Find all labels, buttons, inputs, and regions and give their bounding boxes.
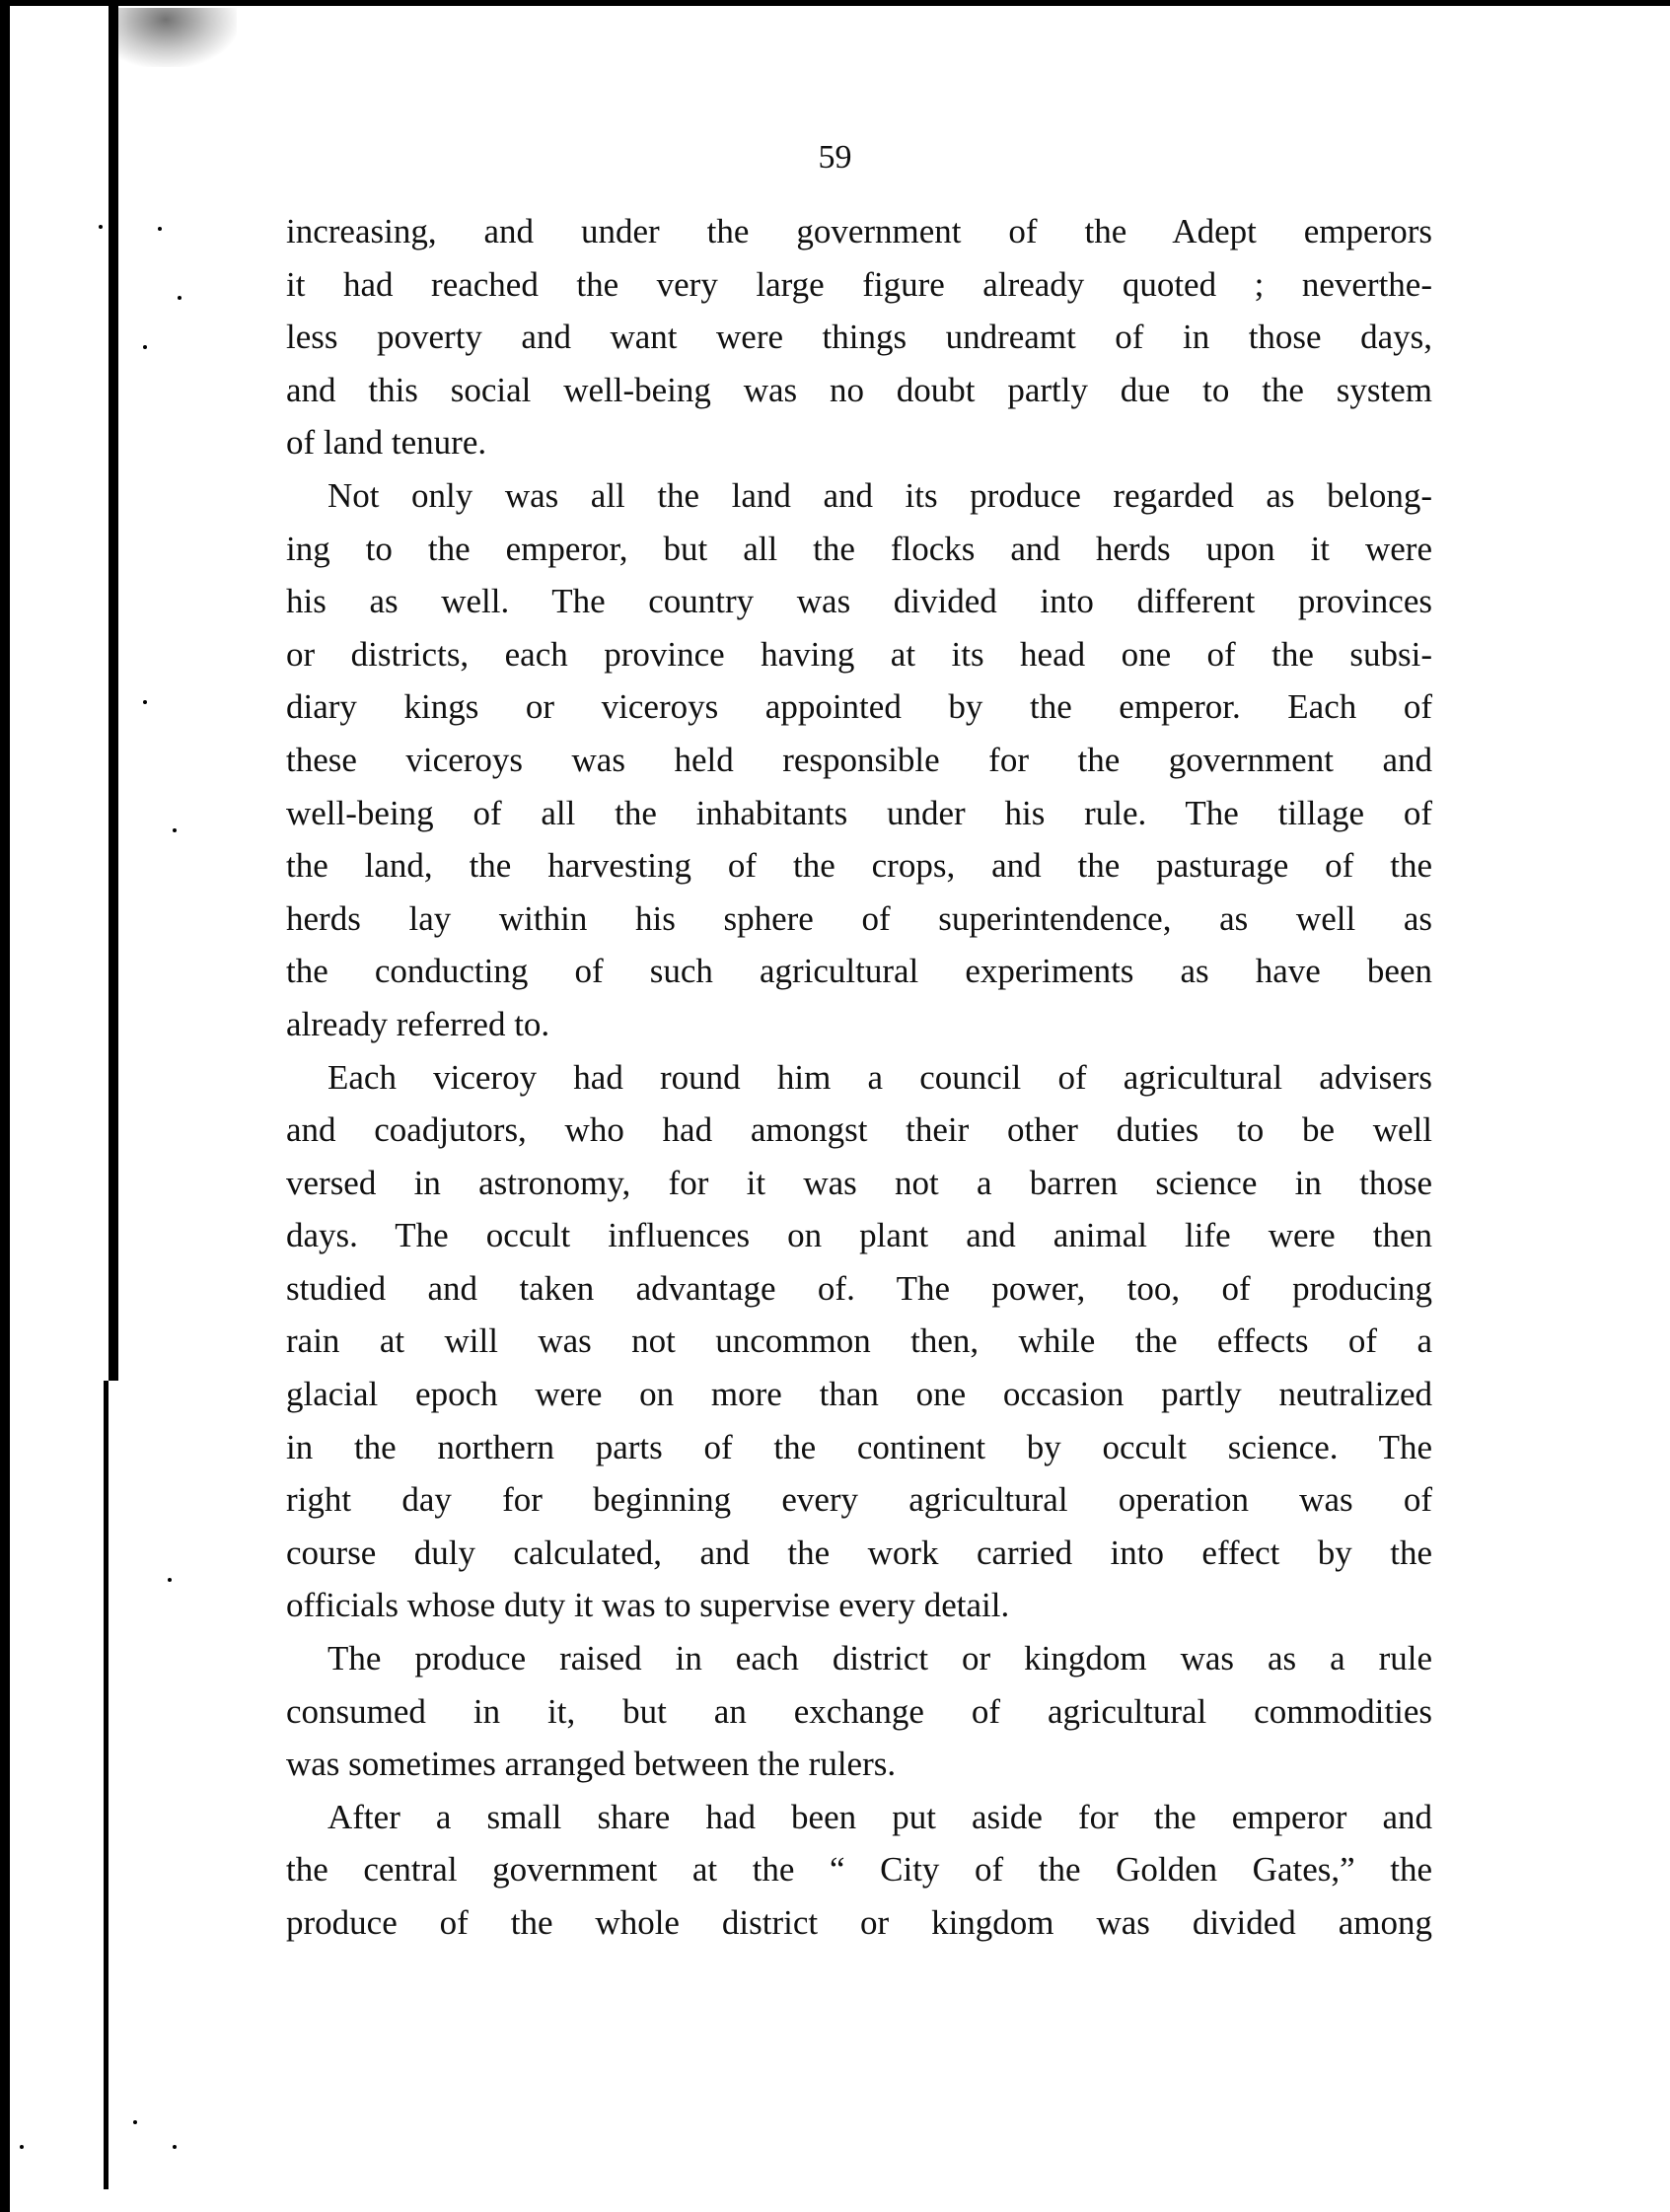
text-line: it had reached the very large figure already quoted ; neverthe- bbox=[286, 264, 1432, 304]
text-line: the central government at the “ City of the Golden Gates,” the bbox=[286, 1850, 1432, 1890]
text-line: course duly calculated, and the work carried into effect by the bbox=[286, 1533, 1432, 1572]
text-line: the land, the harvesting of the crops, and the pasturage of the bbox=[286, 846, 1432, 886]
text-line: less poverty and want were things undreamt of in those days, bbox=[286, 318, 1432, 357]
paragraph bbox=[286, 469, 1432, 1051]
text-line: well-being of all the inhabitants under his rule. The tillage of bbox=[286, 793, 1432, 832]
text-line: officials whose duty it was to supervise every detail. bbox=[286, 1586, 1010, 1625]
paragraph bbox=[286, 1051, 1432, 1633]
text-line: or districts, each province having at its head one of the subsi- bbox=[286, 634, 1432, 674]
scan-speck bbox=[158, 227, 162, 231]
book-binding-shadow bbox=[109, 0, 118, 1381]
text-line: increasing, and under the government of the Adept emperors bbox=[286, 212, 1432, 250]
scan-speck bbox=[20, 2145, 24, 2149]
book-binding-shadow-lower bbox=[104, 1381, 109, 2189]
scan-speck bbox=[143, 345, 147, 349]
text-line: already referred to. bbox=[286, 1004, 550, 1043]
text-line: of land tenure. bbox=[286, 423, 487, 463]
scan-speck bbox=[173, 2145, 177, 2149]
scan-speck bbox=[143, 700, 147, 704]
paragraph bbox=[286, 205, 1432, 469]
paragraph bbox=[286, 1632, 1432, 1791]
text-line: studied and taken advantage of. The power, too, of producing bbox=[286, 1268, 1432, 1308]
text-line: diary kings or viceroys appointed by the emperor. Each of bbox=[286, 687, 1432, 727]
page-number: 59 bbox=[818, 139, 852, 176]
text-line: in the northern parts of the continent by occult science. The bbox=[286, 1427, 1432, 1466]
text-line: and this social well-being was no doubt partly due to the system bbox=[286, 370, 1432, 409]
text-line: right day for beginning every agricultural operation was of bbox=[286, 1480, 1432, 1520]
text-line: the conducting of such agricultural experiments as have been bbox=[286, 952, 1432, 991]
scan-speck bbox=[168, 1578, 172, 1582]
text-line: these viceroys was held responsible for the government and bbox=[286, 740, 1432, 779]
scan-smudge bbox=[118, 8, 237, 67]
scan-speck bbox=[99, 225, 103, 229]
text-line: days. The occult influences on plant and animal life were then bbox=[286, 1216, 1432, 1255]
text-line: ing to the emperor, but all the flocks and herds upon it were bbox=[286, 529, 1432, 568]
text-line: produce of the whole district or kingdom was divided among bbox=[286, 1903, 1432, 1942]
text-line: glacial epoch were on more than one occasion partly neutralized bbox=[286, 1375, 1432, 1414]
scan-border-left bbox=[0, 0, 10, 2212]
scan-speck bbox=[133, 2120, 137, 2124]
text-line: After a small share had been put aside for the emperor and bbox=[327, 1797, 1432, 1836]
text-line: rain at will was not uncommon then, while the effects of a bbox=[286, 1321, 1432, 1361]
text-line: versed in astronomy, for it was not a barren science in those bbox=[286, 1163, 1432, 1202]
text-line: his as well. The country was divided into different provinces bbox=[286, 582, 1432, 621]
paragraph bbox=[286, 1791, 1432, 1950]
scan-border-top bbox=[0, 0, 1670, 6]
text-line: Each viceroy had round him a council of agricultural advisers bbox=[327, 1057, 1432, 1097]
text-line: Not only was all the land and its produce regarded as belong- bbox=[327, 475, 1432, 515]
scan-speck bbox=[178, 296, 182, 300]
scan-speck bbox=[173, 828, 177, 832]
text-line: was sometimes arranged between the rulers. bbox=[286, 1745, 897, 1784]
text-line: herds lay within his sphere of superintendence, as well as bbox=[286, 898, 1432, 938]
text-line: consumed in it, but an exchange of agricultural commodities bbox=[286, 1691, 1432, 1731]
body-text bbox=[286, 205, 1432, 1950]
text-line: and coadjutors, who had amongst their other duties to be well bbox=[286, 1110, 1432, 1150]
text-line: The produce raised in each district or kingdom was as a rule bbox=[327, 1639, 1432, 1678]
